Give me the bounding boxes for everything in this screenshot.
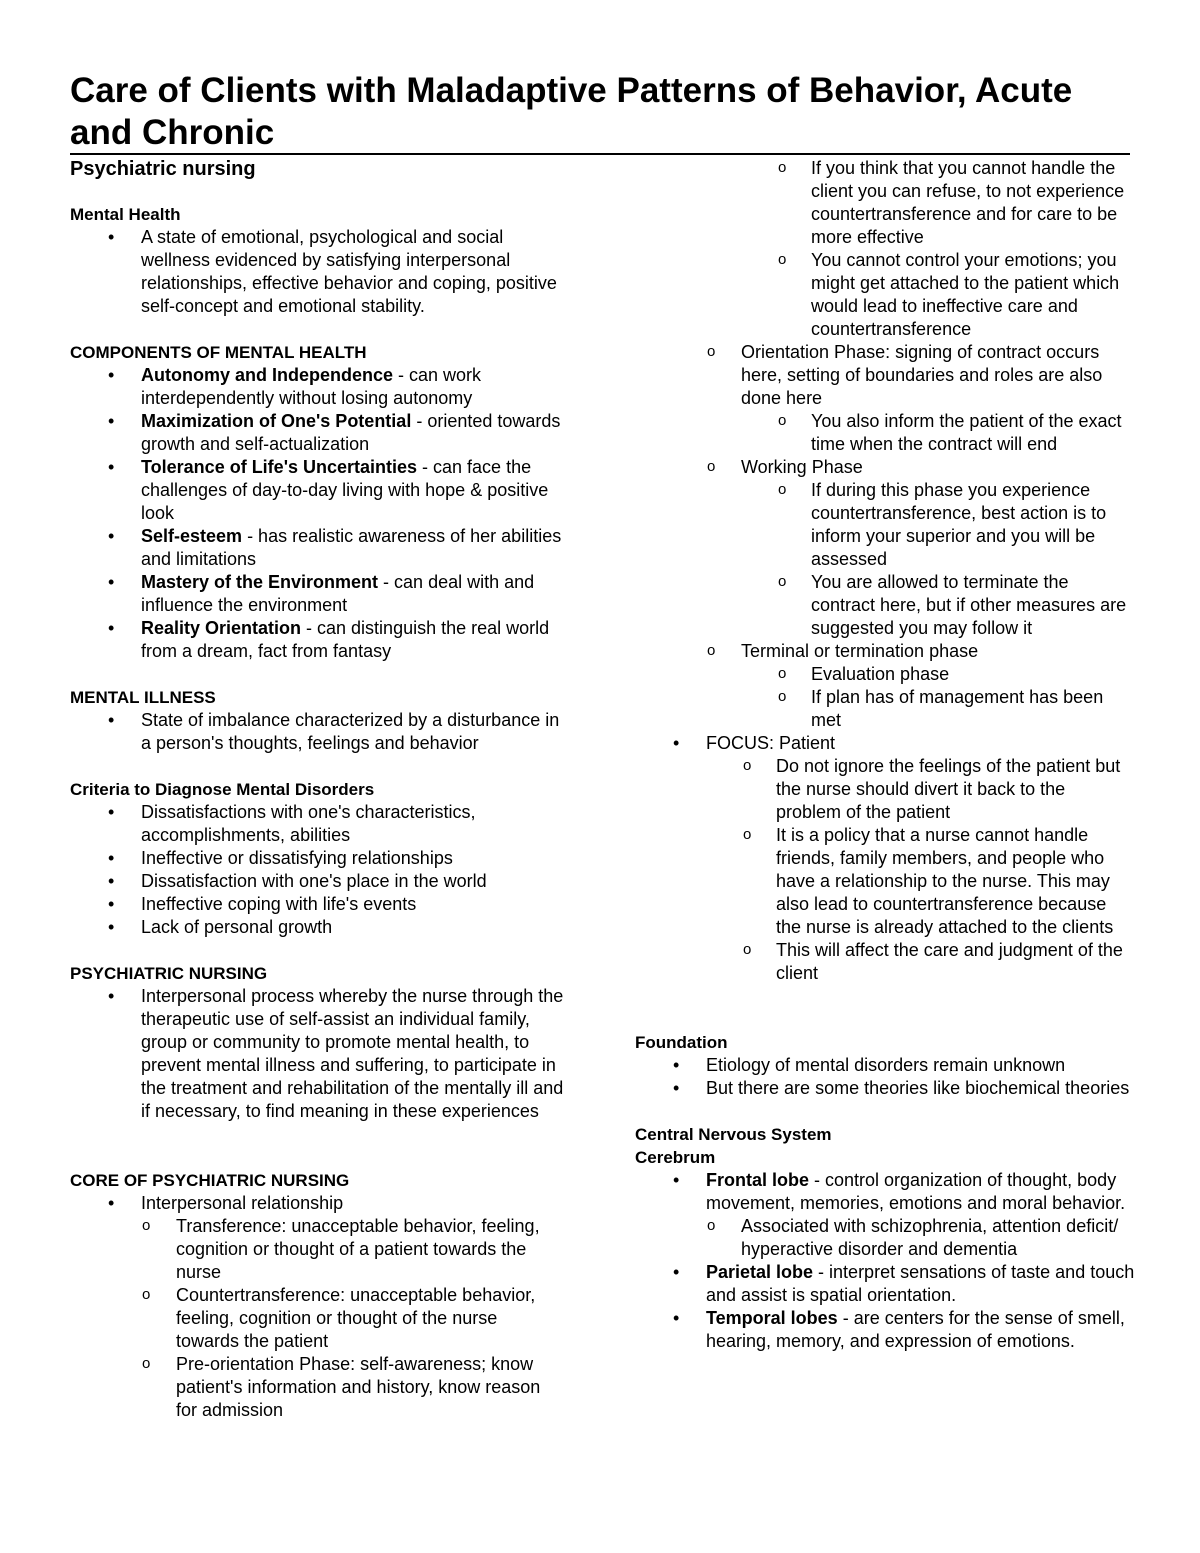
list-item: • Dissatisfactions with one's characteristics, accomplishments, abilities — [70, 801, 565, 847]
list-item: • Autonomy and Independence - can work interdependently without losing autonomy — [70, 364, 565, 410]
list-item: • Lack of personal growth — [70, 916, 565, 939]
components-heading: COMPONENTS OF MENTAL HEALTH — [70, 343, 367, 362]
term: Mastery of the Environment — [141, 572, 379, 592]
sub-list-item: o If during this phase you experience countertransference, best action is to inform your superior and you will be assessed — [635, 479, 1135, 571]
sub-list-item: o Associated with schizophrenia, attention deficit/ hyperactive disorder and dementia — [635, 1215, 1135, 1261]
list-item: • Self-esteem - has realistic awareness of her abilities and limitations — [70, 525, 565, 571]
sub-list-item: o If plan has of management has been met — [635, 686, 1135, 732]
list-item: • Interpersonal process whereby the nurse through the therapeutic use of self-assist an individual family, group or community to promote mental health, to prevent mental illness and suffering, to participate in the treatment and rehabilitation of the mentally ill and if necessary, to find meaning in these experiences — [70, 985, 565, 1123]
list-item: • A state of emotional, psychological and social wellness evidenced by satisfying interpersonal relationships, effective behavior and coping, positive self-concept and emotional stability. — [70, 226, 565, 318]
list-item: • But there are some theories like biochemical theories — [635, 1077, 1135, 1100]
phase-item: o Terminal or termination phase — [635, 640, 1135, 663]
list-item: • Dissatisfaction with one's place in the world — [70, 870, 565, 893]
term: Reality Orientation — [141, 618, 302, 638]
sub-list-item: o You also inform the patient of the exact time when the contract will end — [635, 410, 1135, 456]
components-list — [70, 364, 565, 663]
mental-illness-heading: MENTAL ILLNESS — [70, 688, 216, 707]
sub-list-item: o Countertransference: unacceptable behavior, feeling, cognition or thought of the nurse towards the patient — [70, 1284, 565, 1353]
phases-list — [635, 157, 1135, 985]
right-column — [635, 157, 1135, 1353]
foundation-heading: Foundation — [635, 1033, 728, 1052]
cerebrum-list — [635, 1169, 1135, 1353]
list-item: • Etiology of mental disorders remain unknown — [635, 1054, 1135, 1077]
term: Self-esteem — [141, 526, 243, 546]
sub-list-item: o Pre-orientation Phase: self-awareness; know patient's information and history, know reason for admission — [70, 1353, 565, 1422]
title-rule — [70, 153, 1130, 155]
list-item: • State of imbalance characterized by a disturbance in a person's thoughts, feelings and behavior — [70, 709, 565, 755]
list-item: • Interpersonal relationship — [70, 1192, 565, 1215]
cns-heading: Central Nervous System — [635, 1125, 832, 1144]
list-item: • Maximization of One's Potential - oriented towards growth and self-actualization — [70, 410, 565, 456]
list-item: • Temporal lobes - are centers for the sense of smell, hearing, memory, and expression of emotions. — [635, 1307, 1135, 1353]
sub-list-item: o You are allowed to terminate the contract here, but if other measures are suggested you may follow it — [635, 571, 1135, 640]
criteria-heading: Criteria to Diagnose Mental Disorders — [70, 780, 375, 799]
term: Frontal lobe — [706, 1170, 809, 1190]
list-item: • Frontal lobe - control organization of thought, body movement, memories, emotions and moral behavior. — [635, 1169, 1135, 1215]
cerebrum-heading: Cerebrum — [635, 1148, 716, 1167]
psychiatric-nursing-heading: PSYCHIATRIC NURSING — [70, 964, 268, 983]
psychiatric-nursing-list — [70, 985, 565, 1123]
phase-item: o Orientation Phase: signing of contract occurs here, setting of boundaries and roles are also done here — [635, 341, 1135, 410]
term: Tolerance of Life's Uncertainties — [141, 457, 418, 477]
term: Temporal lobes — [706, 1308, 838, 1328]
left-column — [70, 157, 565, 1422]
sub-list-item: o Evaluation phase — [635, 663, 1135, 686]
term: Maximization of One's Potential — [141, 411, 412, 431]
document-title: Care of Clients with Maladaptive Patterns of Behavior, Acute and Chronic — [70, 71, 1073, 152]
focus-item: • FOCUS: Patient — [635, 732, 1135, 755]
sub-list-item: o You cannot control your emotions; you might get attached to the patient which would lead to ineffective care and countertransference — [635, 249, 1135, 341]
term: Parietal lobe — [706, 1262, 814, 1282]
sub-list-item: o Transference: unacceptable behavior, feeling, cognition or thought of a patient towards the nurse — [70, 1215, 565, 1284]
term: Autonomy and Independence — [141, 365, 394, 385]
list-item: • Reality Orientation - can distinguish the real world from a dream, fact from fantasy — [70, 617, 565, 663]
sub-list-item: o This will affect the care and judgment of the client — [635, 939, 1135, 985]
section-subtitle: Psychiatric nursing — [70, 158, 256, 180]
sub-list-item: o It is a policy that a nurse cannot handle friends, family members, and people who have a relationship to the nurse. This may also lead to countertransference because the nurse is already attached to the clients — [635, 824, 1135, 939]
list-item: • Mastery of the Environment - can deal with and influence the environment — [70, 571, 565, 617]
sub-list-item: o Do not ignore the feelings of the patient but the nurse should divert it back to the problem of the patient — [635, 755, 1135, 824]
core-heading: CORE OF PSYCHIATRIC NURSING — [70, 1171, 350, 1190]
list-item: • Parietal lobe - interpret sensations of taste and touch and assist is spatial orientation. — [635, 1261, 1135, 1307]
list-item: • Ineffective or dissatisfying relationships — [70, 847, 565, 870]
list-item: • Ineffective coping with life's events — [70, 893, 565, 916]
foundation-list — [635, 1054, 1135, 1100]
mental-health-list — [70, 226, 565, 318]
criteria-list — [70, 801, 565, 939]
mental-health-heading: Mental Health — [70, 205, 181, 224]
sub-list-item: o If you think that you cannot handle the client you can refuse, to not experience countertransference and for care to be more effective — [635, 157, 1135, 249]
mental-illness-list — [70, 709, 565, 755]
core-list — [70, 1192, 565, 1422]
phase-item: o Working Phase — [635, 456, 1135, 479]
list-item: • Tolerance of Life's Uncertainties - can face the challenges of day-to-day living with hope & positive look — [70, 456, 565, 525]
